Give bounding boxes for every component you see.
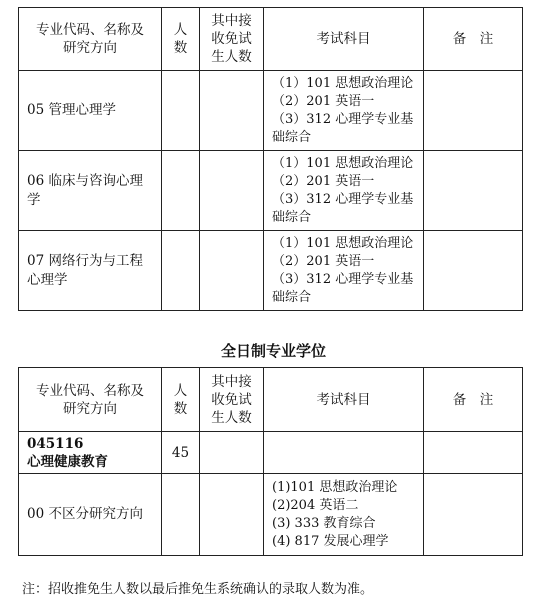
exempt-cell bbox=[200, 432, 264, 474]
remarks-cell bbox=[424, 231, 523, 311]
major-name: 00 不区分研究方向 bbox=[27, 506, 143, 522]
header-count-line: 人 bbox=[173, 22, 188, 38]
subject-line: 础综合 bbox=[272, 209, 312, 225]
subject-line: （2）201 英语一 bbox=[272, 253, 375, 269]
exempt-cell bbox=[200, 231, 264, 311]
header-exempt bbox=[200, 368, 264, 432]
header-exempt-line: 收免试 bbox=[211, 391, 252, 408]
count-cell: 45 bbox=[162, 432, 200, 474]
table-row bbox=[19, 71, 523, 151]
header-major bbox=[19, 368, 162, 432]
major-cell bbox=[19, 474, 162, 556]
program-row bbox=[19, 432, 523, 474]
footnote: 注：招收推免生人数以最后推免生系统确认的录取人数为准。 bbox=[22, 582, 374, 597]
exempt-cell bbox=[200, 151, 264, 231]
header-count bbox=[162, 8, 200, 71]
table-row bbox=[19, 231, 523, 311]
remarks-cell bbox=[424, 432, 523, 474]
table-row bbox=[19, 474, 523, 556]
exempt-cell bbox=[200, 474, 264, 556]
subjects-cell bbox=[264, 151, 424, 231]
major-name-line: 06 临床与咨询心理 bbox=[27, 172, 143, 189]
remarks-cell bbox=[424, 151, 523, 231]
subject-line: （3）312 心理学专业基 bbox=[272, 191, 414, 207]
subject-line: （3）312 心理学专业基 bbox=[272, 271, 414, 287]
subject-line: （1）101 思想政治理论 bbox=[272, 75, 414, 91]
header-subjects: 考试科目 bbox=[264, 368, 424, 432]
major-name-line: 07 网络行为与工程 bbox=[27, 252, 143, 269]
header-remarks: 备 注 bbox=[424, 368, 523, 432]
header-major-line: 专业代码、名称及 bbox=[36, 382, 144, 399]
header-exempt-line: 其中接 bbox=[211, 373, 252, 390]
major-cell bbox=[19, 71, 162, 151]
header-major bbox=[19, 8, 162, 71]
subject-line: （1）101 思想政治理论 bbox=[272, 235, 414, 251]
count-cell bbox=[162, 474, 200, 556]
subject-line: 础综合 bbox=[272, 129, 312, 145]
section-title: 全日制专业学位 bbox=[220, 342, 326, 360]
header-major-line: 研究方向 bbox=[63, 40, 117, 56]
header-count bbox=[162, 368, 200, 432]
header-remarks: 备 注 bbox=[424, 8, 523, 71]
program-cell bbox=[19, 432, 162, 474]
subject-line: （2）201 英语一 bbox=[272, 173, 375, 189]
count-cell bbox=[162, 71, 200, 151]
header-exempt bbox=[200, 8, 264, 71]
exempt-cell bbox=[200, 71, 264, 151]
table-row bbox=[19, 151, 523, 231]
header-count-line: 数 bbox=[173, 400, 188, 417]
subject-line: （3）312 心理学专业基 bbox=[272, 111, 414, 127]
header-major-line: 研究方向 bbox=[63, 400, 117, 417]
major-name-line: 学 bbox=[27, 191, 41, 208]
remarks-cell bbox=[424, 474, 523, 556]
major-name-line: 心理学 bbox=[27, 271, 68, 288]
major-cell bbox=[19, 151, 162, 231]
program-name: 心理健康教育 bbox=[27, 453, 108, 470]
major-cell bbox=[19, 231, 162, 311]
header-subjects: 考试科目 bbox=[264, 8, 424, 71]
subject-line: （2）201 英语一 bbox=[272, 93, 375, 109]
subjects-cell bbox=[264, 231, 424, 311]
subjects-cell bbox=[264, 71, 424, 151]
subject-line: (2)204 英语二 bbox=[272, 497, 359, 513]
remarks-cell bbox=[424, 71, 523, 151]
count-cell bbox=[162, 231, 200, 311]
header-count-line: 数 bbox=[173, 40, 188, 56]
header-exempt-line: 其中接 bbox=[211, 13, 252, 29]
admissions-table-academic bbox=[18, 7, 523, 311]
table-header-row bbox=[19, 368, 523, 432]
header-exempt-line: 收免试 bbox=[211, 31, 252, 47]
major-name: 05 管理心理学 bbox=[27, 102, 116, 118]
subject-line: （1）101 思想政治理论 bbox=[272, 155, 414, 171]
table-header-row bbox=[19, 8, 523, 71]
count-cell bbox=[162, 151, 200, 231]
program-code: 045116 bbox=[27, 435, 84, 452]
header-exempt-line: 生人数 bbox=[211, 409, 252, 426]
header-exempt-line: 生人数 bbox=[211, 49, 252, 65]
subjects-cell bbox=[264, 432, 424, 474]
subject-line: (3) 333 教育综合 bbox=[272, 515, 376, 531]
subject-line: (1)101 思想政治理论 bbox=[272, 479, 398, 495]
admissions-table-professional bbox=[18, 367, 523, 556]
subjects-cell bbox=[264, 474, 424, 556]
header-major-line: 专业代码、名称及 bbox=[36, 22, 144, 38]
subject-line: 础综合 bbox=[272, 289, 312, 305]
subject-line: (4) 817 发展心理学 bbox=[272, 533, 389, 549]
header-count-line: 人 bbox=[173, 382, 188, 399]
